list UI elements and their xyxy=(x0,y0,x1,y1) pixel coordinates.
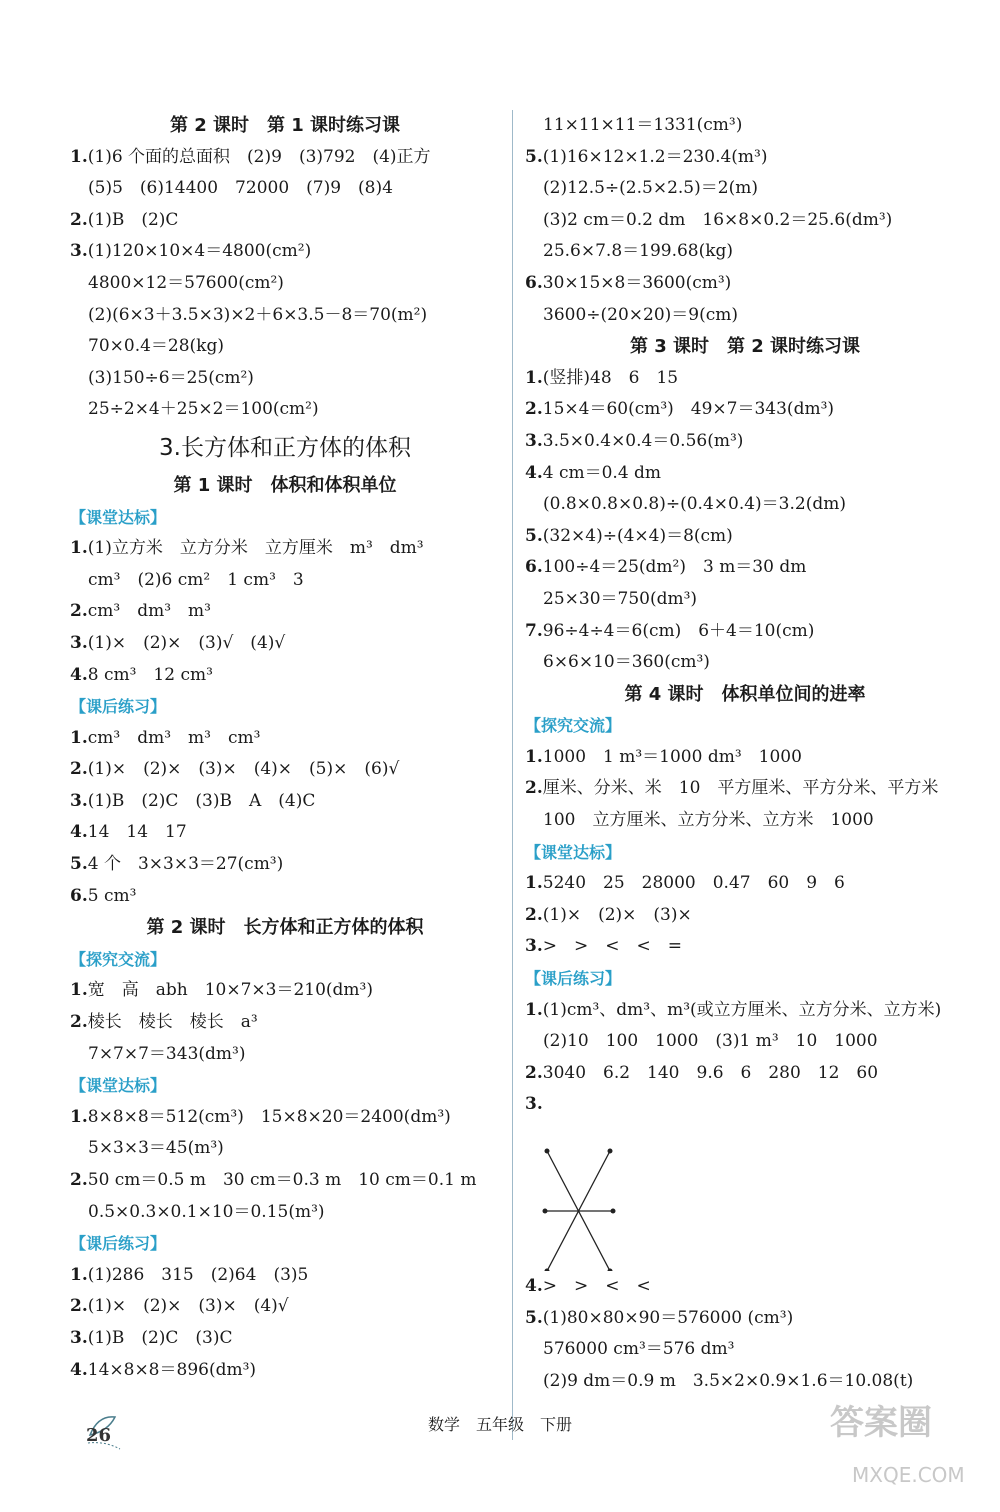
answer-text: (1)× (2)× (3)√ (4)√ xyxy=(87,632,286,653)
watermark-logo: 答案圈 xyxy=(830,1403,932,1443)
question-number: 2. xyxy=(525,778,543,799)
footer-title: 数学 五年级 下册 xyxy=(427,1415,572,1434)
answer-text: (2)9 dm＝0.9 m 3.5×2×0.9×1.6＝10.08(t) xyxy=(543,1370,914,1391)
question-number: 3. xyxy=(70,1327,88,1348)
answer-text: (1)120×10×4＝4800(cm²) xyxy=(87,241,312,262)
question-number: 2. xyxy=(525,904,543,925)
answer-line xyxy=(70,754,500,786)
answer-text: (1)B (2)C xyxy=(87,209,179,230)
answer-line xyxy=(525,268,965,300)
answer-line xyxy=(70,1323,500,1355)
question-number: 3. xyxy=(525,936,543,957)
question-number: 4. xyxy=(525,462,543,483)
answer-line xyxy=(525,1089,965,1121)
answer-line xyxy=(70,1039,500,1071)
section-tag: 【课后练习】 xyxy=(70,1234,167,1254)
question-number: 1. xyxy=(525,367,543,388)
answer-text: (1)× (2)× (3)× (4)√ xyxy=(87,1296,289,1317)
answer-line xyxy=(525,173,965,205)
question-number: 4. xyxy=(525,1276,543,1296)
answer-text: (竖排)48 6 15 xyxy=(542,367,679,388)
answer-line xyxy=(70,331,500,363)
answer-line xyxy=(70,1355,500,1387)
crossing-lines-diagram xyxy=(525,1121,645,1271)
answer-line xyxy=(70,1007,500,1039)
answer-text: 8×8×8＝512(cm³) 15×8×20＝2400(dm³) xyxy=(87,1106,451,1127)
question-number: 5. xyxy=(70,854,88,875)
answer-line xyxy=(70,363,500,395)
answer-line xyxy=(525,1058,965,1090)
answer-line xyxy=(525,584,965,616)
right-column xyxy=(525,110,965,1397)
page-number: 26 xyxy=(86,1425,112,1446)
answer-line xyxy=(70,628,500,660)
answer-line xyxy=(70,1260,500,1292)
question-number: 1. xyxy=(70,980,88,1001)
answer-text: 96÷4÷4＝6(cm) 6＋4＝10(cm) xyxy=(542,620,815,641)
answer-text: (5)5 (6)14400 72000 (7)9 (8)4 xyxy=(88,178,393,199)
question-number: 7. xyxy=(525,620,543,641)
question-number: 1. xyxy=(525,746,543,767)
answer-line xyxy=(525,900,965,932)
question-number: 3. xyxy=(525,430,543,451)
question-number: 4. xyxy=(70,822,88,843)
answer-text: (1)× (2)× (3)× (4)× (5)× (6)√ xyxy=(87,759,400,780)
answer-text: (3)150÷6＝25(cm²) xyxy=(88,367,254,388)
section-title: 3.长方体和正方体的体积 xyxy=(159,434,411,461)
answer-text: 7×7×7＝343(dm³) xyxy=(88,1043,246,1064)
endpoint-dot xyxy=(543,1209,548,1214)
lesson-heading: 第 2 课时 长方体和正方体的体积 xyxy=(146,917,424,939)
answer-line xyxy=(70,1165,500,1197)
answer-text: 25.6×7.8＝199.68(kg) xyxy=(543,241,734,262)
answer-text: 0.5×0.3×0.1×10＝0.15(m³) xyxy=(88,1201,325,1222)
answer-line xyxy=(70,1133,500,1165)
question-number: 2. xyxy=(70,1012,88,1033)
section-tag: 【课堂达标】 xyxy=(70,1076,167,1096)
answer-line xyxy=(70,205,500,237)
answer-text: 5240 25 28000 0.47 60 9 6 xyxy=(542,873,845,894)
question-number: 2. xyxy=(70,759,88,780)
answer-line xyxy=(70,723,500,755)
answer-line xyxy=(70,660,500,692)
answer-text: (2)12.5÷(2.5×2.5)＝2(m) xyxy=(543,178,758,199)
answer-line xyxy=(70,142,500,174)
answer-line xyxy=(525,773,965,805)
section-tag: 【课后练习】 xyxy=(70,697,167,717)
answer-text: 14 14 17 xyxy=(87,822,187,843)
answer-line xyxy=(70,268,500,300)
answer-text: 50 cm＝0.5 m 30 cm＝0.3 m 10 cm＝0.1 m xyxy=(87,1170,477,1190)
answer-text: 1000 1 m³＝1000 dm³ 1000 xyxy=(542,746,802,767)
endpoint-dot xyxy=(608,1149,613,1154)
answer-line xyxy=(70,1291,500,1323)
answer-text: 25×30＝750(dm³) xyxy=(543,588,698,609)
answer-line xyxy=(525,142,965,174)
answer-text: (1)立方米 立方分米 立方厘米 m³ dm³ xyxy=(87,538,424,559)
answer-line xyxy=(70,817,500,849)
answer-text: (32×4)÷(4×4)＝8(cm) xyxy=(542,525,733,546)
answer-text: (1)B (2)C (3)C xyxy=(87,1327,233,1348)
endpoint-dot xyxy=(611,1209,616,1214)
section-tag: 【课后练习】 xyxy=(525,969,622,989)
question-number: 2. xyxy=(525,399,543,420)
question-number: 3. xyxy=(525,1094,543,1115)
answer-text: (1)80×80×90＝576000 (cm³) xyxy=(542,1307,794,1328)
answer-text: > > < < xyxy=(542,1276,651,1296)
answer-text: 棱长 棱长 棱长 a³ xyxy=(87,1012,258,1033)
column-divider xyxy=(512,110,513,1440)
answer-line xyxy=(70,300,500,332)
answer-text: 8 cm³ 12 cm³ xyxy=(87,664,213,685)
answer-text: (1)286 315 (2)64 (3)5 xyxy=(87,1264,309,1285)
answer-line xyxy=(70,1102,500,1134)
answer-line xyxy=(525,1271,965,1303)
answer-text: (1)6 个面的总面积 (2)9 (3)792 (4)正方 xyxy=(87,146,431,167)
section-tag: 【课堂达标】 xyxy=(525,842,622,862)
answer-text: 3.5×0.4×0.4＝0.56(m³) xyxy=(542,430,744,451)
question-number: 2. xyxy=(525,1062,543,1083)
answer-text: 厘米、分米、米 10 平方厘米、平方分米、平方米 xyxy=(542,778,939,799)
answer-line xyxy=(525,521,965,553)
section-tag: 【课堂达标】 xyxy=(70,507,167,527)
question-number: 1. xyxy=(70,538,88,559)
answer-line xyxy=(525,1026,965,1058)
question-number: 1. xyxy=(70,1106,88,1127)
answer-line xyxy=(70,786,500,818)
answer-text: 宽 高 abh 10×7×3＝210(dm³) xyxy=(87,980,373,1001)
answer-text: (1)B (2)C (3)B A (4)C xyxy=(87,790,316,811)
question-number: 5. xyxy=(525,525,543,546)
question-number: 2. xyxy=(70,601,88,622)
answer-text: 70×0.4＝28(kg) xyxy=(88,336,224,357)
answer-line xyxy=(525,1366,965,1398)
question-number: 1. xyxy=(525,873,543,894)
question-number: 5. xyxy=(525,1307,543,1328)
question-number: 1. xyxy=(525,999,543,1020)
left-column xyxy=(70,110,500,1386)
answer-text: (1)× (2)× (3)× xyxy=(542,904,692,925)
answer-line xyxy=(525,236,965,268)
question-number: 4. xyxy=(70,1359,88,1380)
answer-text: 3040 6.2 140 9.6 6 280 12 60 xyxy=(542,1062,879,1083)
answer-text: (2)(6×3＋3.5×3)×2＋6×3.5－8＝70(m²) xyxy=(88,304,428,325)
answer-line xyxy=(70,173,500,205)
answer-line xyxy=(70,596,500,628)
line-matching-figure xyxy=(525,1121,965,1271)
question-number: 2. xyxy=(70,209,88,230)
question-number: 1. xyxy=(70,1264,88,1285)
answer-text: 4800×12＝57600(cm²) xyxy=(88,272,284,293)
question-number: 6. xyxy=(525,272,543,293)
answer-line xyxy=(525,426,965,458)
answer-line xyxy=(70,849,500,881)
answer-text: 15×4＝60(cm³) 49×7＝343(dm³) xyxy=(542,399,835,420)
answer-line xyxy=(525,489,965,521)
answer-text: 14×8×8＝896(dm³) xyxy=(87,1359,257,1380)
answer-line xyxy=(525,931,965,963)
answer-text: (3)2 cm＝0.2 dm 16×8×0.2＝25.6(dm³) xyxy=(543,209,893,230)
answer-line xyxy=(525,110,965,142)
answer-text: 3600÷(20×20)＝9(cm) xyxy=(543,304,739,325)
section-tag: 【探究交流】 xyxy=(70,949,167,969)
answer-line xyxy=(525,868,965,900)
section-tag: 【探究交流】 xyxy=(525,716,622,736)
question-number: 1. xyxy=(70,146,88,167)
question-number: 3. xyxy=(70,632,88,653)
answer-text: > > < < = xyxy=(542,936,682,957)
answer-text: 30×15×8＝3600(cm³) xyxy=(542,272,732,293)
lesson-heading: 第 3 课时 第 2 课时练习课 xyxy=(629,336,861,358)
answer-text: 4 cm＝0.4 dm xyxy=(542,462,662,483)
answer-line xyxy=(70,236,500,268)
answer-text: (0.8×0.8×0.8)÷(0.4×0.4)＝3.2(dm) xyxy=(543,494,846,515)
answer-line xyxy=(525,647,965,679)
answer-text: (2)10 100 1000 (3)1 m³ 10 1000 xyxy=(543,1031,878,1052)
answer-line xyxy=(70,533,500,565)
question-number: 6. xyxy=(70,885,88,906)
answer-line xyxy=(525,552,965,584)
answer-line xyxy=(525,1334,965,1366)
answer-line xyxy=(70,565,500,597)
answer-line xyxy=(525,205,965,237)
answer-text: 5 cm³ xyxy=(87,885,137,906)
answer-text: 5×3×3＝45(m³) xyxy=(88,1138,224,1159)
answer-line xyxy=(70,394,500,426)
answer-line xyxy=(525,363,965,395)
answer-line xyxy=(525,300,965,332)
answer-line xyxy=(525,805,965,837)
endpoint-dot xyxy=(545,1149,550,1154)
answer-text: 576000 cm³＝576 dm³ xyxy=(543,1339,735,1360)
lesson-heading: 第 4 课时 体积单位间的进率 xyxy=(624,683,866,705)
answer-line xyxy=(70,881,500,913)
answer-line xyxy=(525,458,965,490)
answer-text: 4 个 3×3×3＝27(cm³) xyxy=(87,854,284,875)
answer-line xyxy=(525,1303,965,1335)
answer-line xyxy=(70,975,500,1007)
question-number: 2. xyxy=(70,1170,88,1190)
answer-text: cm³ (2)6 cm² 1 cm³ 3 xyxy=(88,569,304,590)
question-number: 3. xyxy=(70,241,88,262)
question-number: 4. xyxy=(70,664,88,685)
answer-text: 25÷2×4＋25×2＝100(cm²) xyxy=(88,399,319,420)
answer-line xyxy=(70,1197,500,1229)
answer-line xyxy=(525,742,965,774)
question-number: 3. xyxy=(70,790,88,811)
watermark-url: MXQE.COM xyxy=(852,1463,965,1487)
question-number: 1. xyxy=(70,727,88,748)
question-number: 6. xyxy=(525,557,543,578)
answer-text: (1)16×12×1.2＝230.4(m³) xyxy=(542,146,768,167)
answer-text: 100 立方厘米、立方分米、立方米 1000 xyxy=(543,810,874,831)
answer-line xyxy=(525,995,965,1027)
answer-line xyxy=(525,616,965,648)
answer-text: 11×11×11＝1331(cm³) xyxy=(543,115,743,135)
answer-line xyxy=(525,394,965,426)
answer-text: (1)cm³、dm³、m³(或立方厘米、立方分米、立方米) xyxy=(542,999,942,1020)
answer-text: cm³ dm³ m³ cm³ xyxy=(87,727,261,748)
answer-text: 100÷4＝25(dm²) 3 m＝30 dm xyxy=(542,557,807,578)
answer-text: cm³ dm³ m³ xyxy=(87,601,211,622)
question-number: 2. xyxy=(70,1296,88,1317)
lesson-heading: 第 2 课时 第 1 课时练习课 xyxy=(169,115,401,136)
answer-text: 6×6×10＝360(cm³) xyxy=(543,652,710,673)
lesson-heading: 第 1 课时 体积和体积单位 xyxy=(173,474,397,496)
question-number: 5. xyxy=(525,146,543,167)
